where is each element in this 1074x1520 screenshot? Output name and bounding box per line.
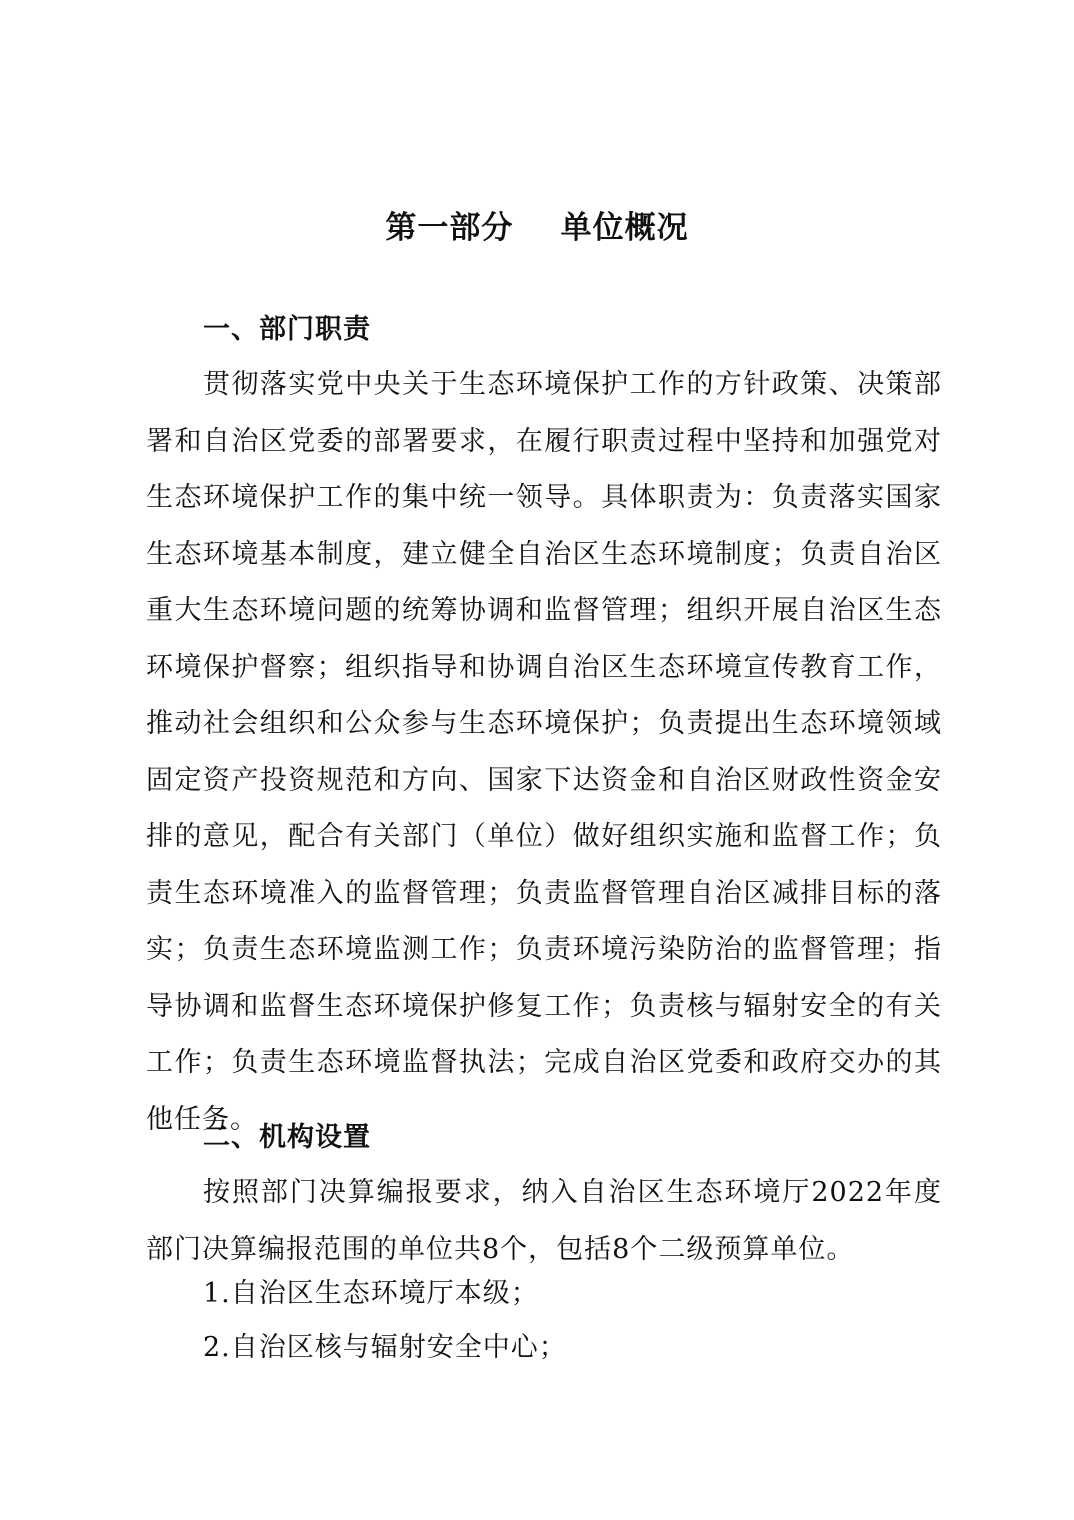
page-title: 第一部分 单位概况 [385,210,689,246]
section-heading-organization: 二、机构设置 [203,1122,371,1153]
department-duties-paragraph: 贯彻落实党中央关于生态环境保护工作的方针政策、决策部署和自治区党委的部署要求，在履行职责过程中坚持和加强党对生态环境保护工作的集中统一领导。具体职责为：负责落实国家生态环境基本制度，建立健全自治区生态环境制度；负责自治区重大生态环境问题的统筹协调和监督管理；组织开展自治区生态环境保护督察；组织指导和协调自治区生态环境宣传教育工作，推动社会组织和公众参与生态环境保护；负责提出生态环境领域固定资产投资规范和方向、国家下达资金和自治区财政性资金安排的意见，配合有关部门（单位）做好组织实施和监督工作；负责生态环境准入的监督管理；负责监督管理自治区减排目标的落实；负责生态环境监测工作；负责环境污染防治的监督管理；指导协调和监督生态环境保护修复工作；负责核与辐射安全的有关工作；负责生态环境监督执法；完成自治区党委和政府交办的其他任务。 [146,369,942,1135]
unit-list-item: 1.自治区生态环境厅本级； [203,1278,539,1309]
section-heading-department-duties: 一、部门职责 [203,314,371,345]
organization-paragraph: 按照部门决算编报要求，纳入自治区生态环境厅2022年度部门决算编报范围的单位共8个，包括8个二级预算单位。 [146,1177,942,1265]
unit-list-item: 2.自治区核与辐射安全中心； [203,1332,567,1363]
